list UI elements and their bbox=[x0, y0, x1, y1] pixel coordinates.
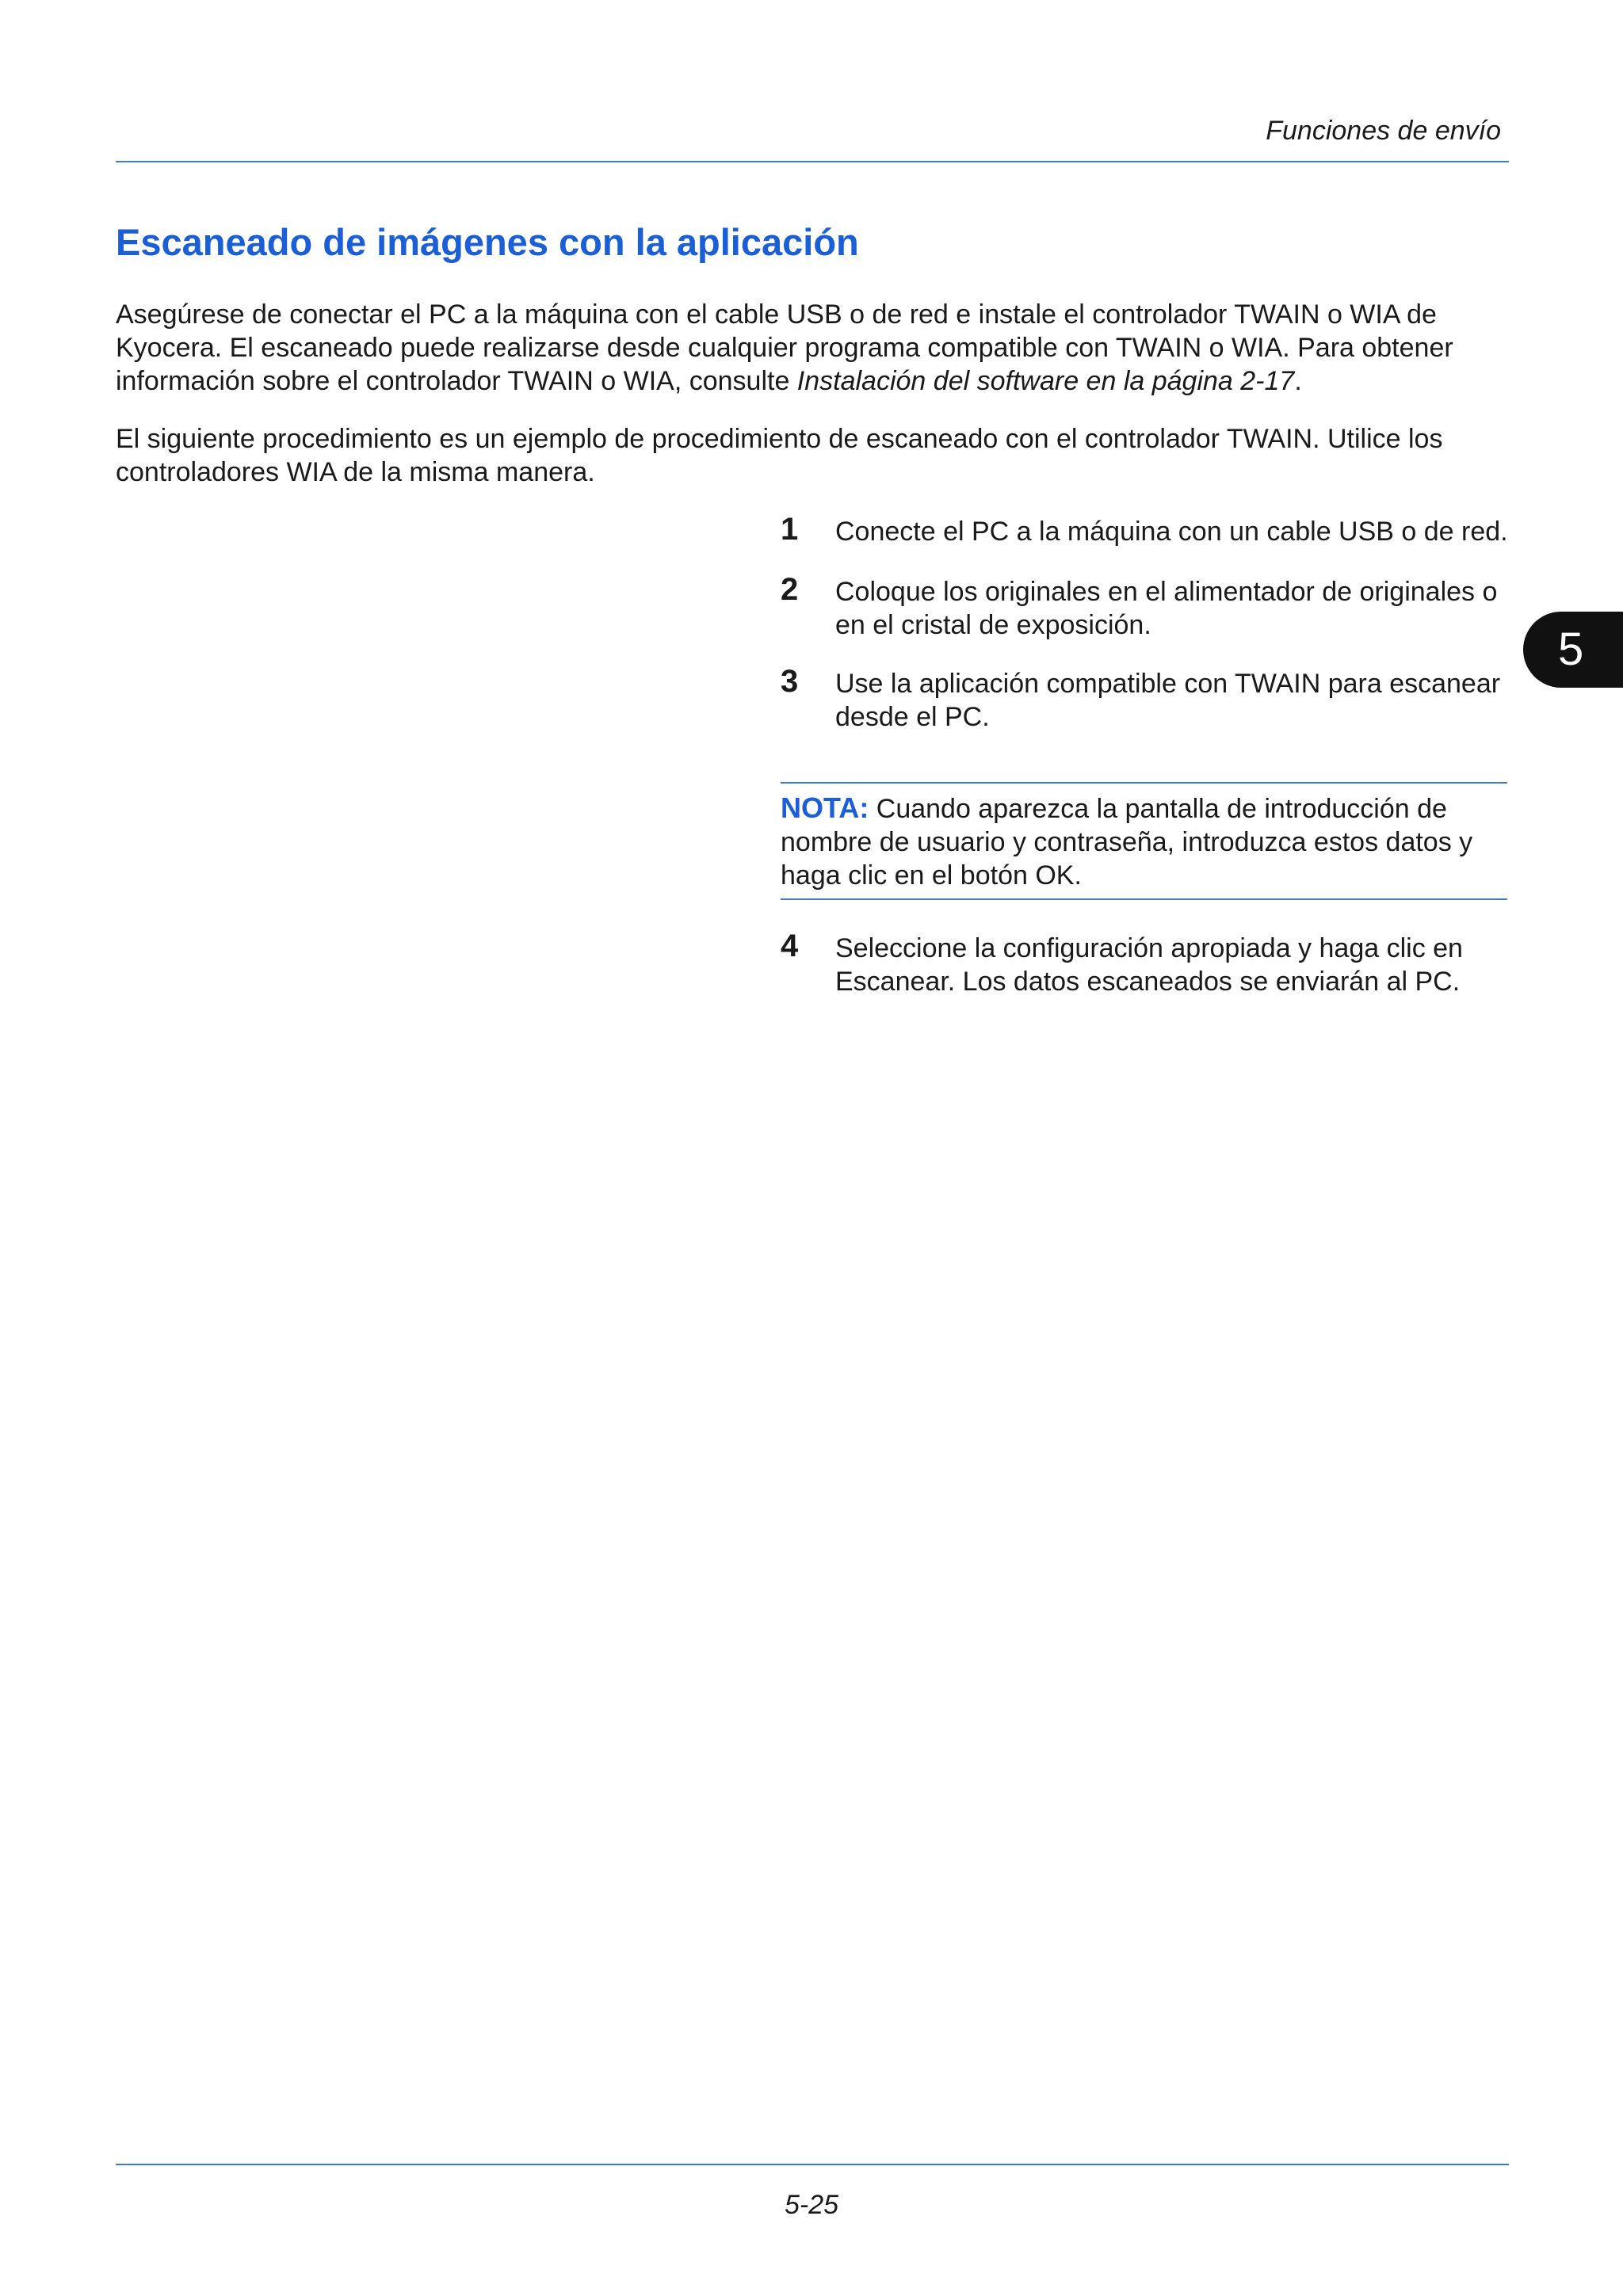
footer-rule bbox=[116, 2164, 1509, 2165]
intro-paragraph bbox=[116, 298, 1518, 398]
intro-text: Asegúrese de conectar el PC a la máquina con el cable USB o de red e instale el controlador TWAIN o WIA de Kyocera. El escaneado puede realizarse desde cualquier programa compatible con TWAIN o WIA. Para obtener información sobre el controlador TWAIN o WIA, consulte bbox=[116, 299, 1453, 396]
cross-reference-link[interactable]: Instalación del software en la página 2-17 bbox=[796, 366, 1295, 396]
step-text: Coloque los originales en el alimentador de originales o en el cristal de exposición. bbox=[835, 577, 1498, 640]
procedure-paragraph: El siguiente procedimiento es un ejemplo de procedimiento de escaneado con el controlador TWAIN. Utilice los controladores WIA de la misma manera. bbox=[116, 424, 1443, 487]
note-text: Cuando aparezca la pantalla de introducción de nombre de usuario y contraseña, introduzca estos datos y haga clic en el botón OK. bbox=[781, 794, 1473, 891]
step-number: 1 bbox=[781, 512, 799, 547]
note-body bbox=[781, 791, 1518, 892]
step-text: Use la aplicación compatible con TWAIN para escanear desde el PC. bbox=[835, 669, 1501, 732]
note-box bbox=[781, 782, 1507, 900]
step-number: 3 bbox=[781, 664, 799, 699]
note-label: NOTA: bbox=[781, 791, 869, 824]
chapter-tab: 5 bbox=[1523, 612, 1623, 688]
step-number: 2 bbox=[781, 572, 799, 607]
step-text: Seleccione la configuración apropiada y haga clic en Escanear. Los datos escaneados se enviarán al PC. bbox=[835, 933, 1463, 997]
step-number: 4 bbox=[781, 929, 799, 963]
page-title: Escaneado de imágenes con la aplicación bbox=[116, 221, 859, 263]
page-number: 5-25 bbox=[784, 2190, 839, 2220]
header-rule bbox=[116, 161, 1509, 162]
step-text: Conecte el PC a la máquina con un cable USB o de red. bbox=[835, 517, 1508, 547]
intro-period: . bbox=[1294, 366, 1302, 396]
running-header: Funciones de envío bbox=[1266, 116, 1501, 146]
